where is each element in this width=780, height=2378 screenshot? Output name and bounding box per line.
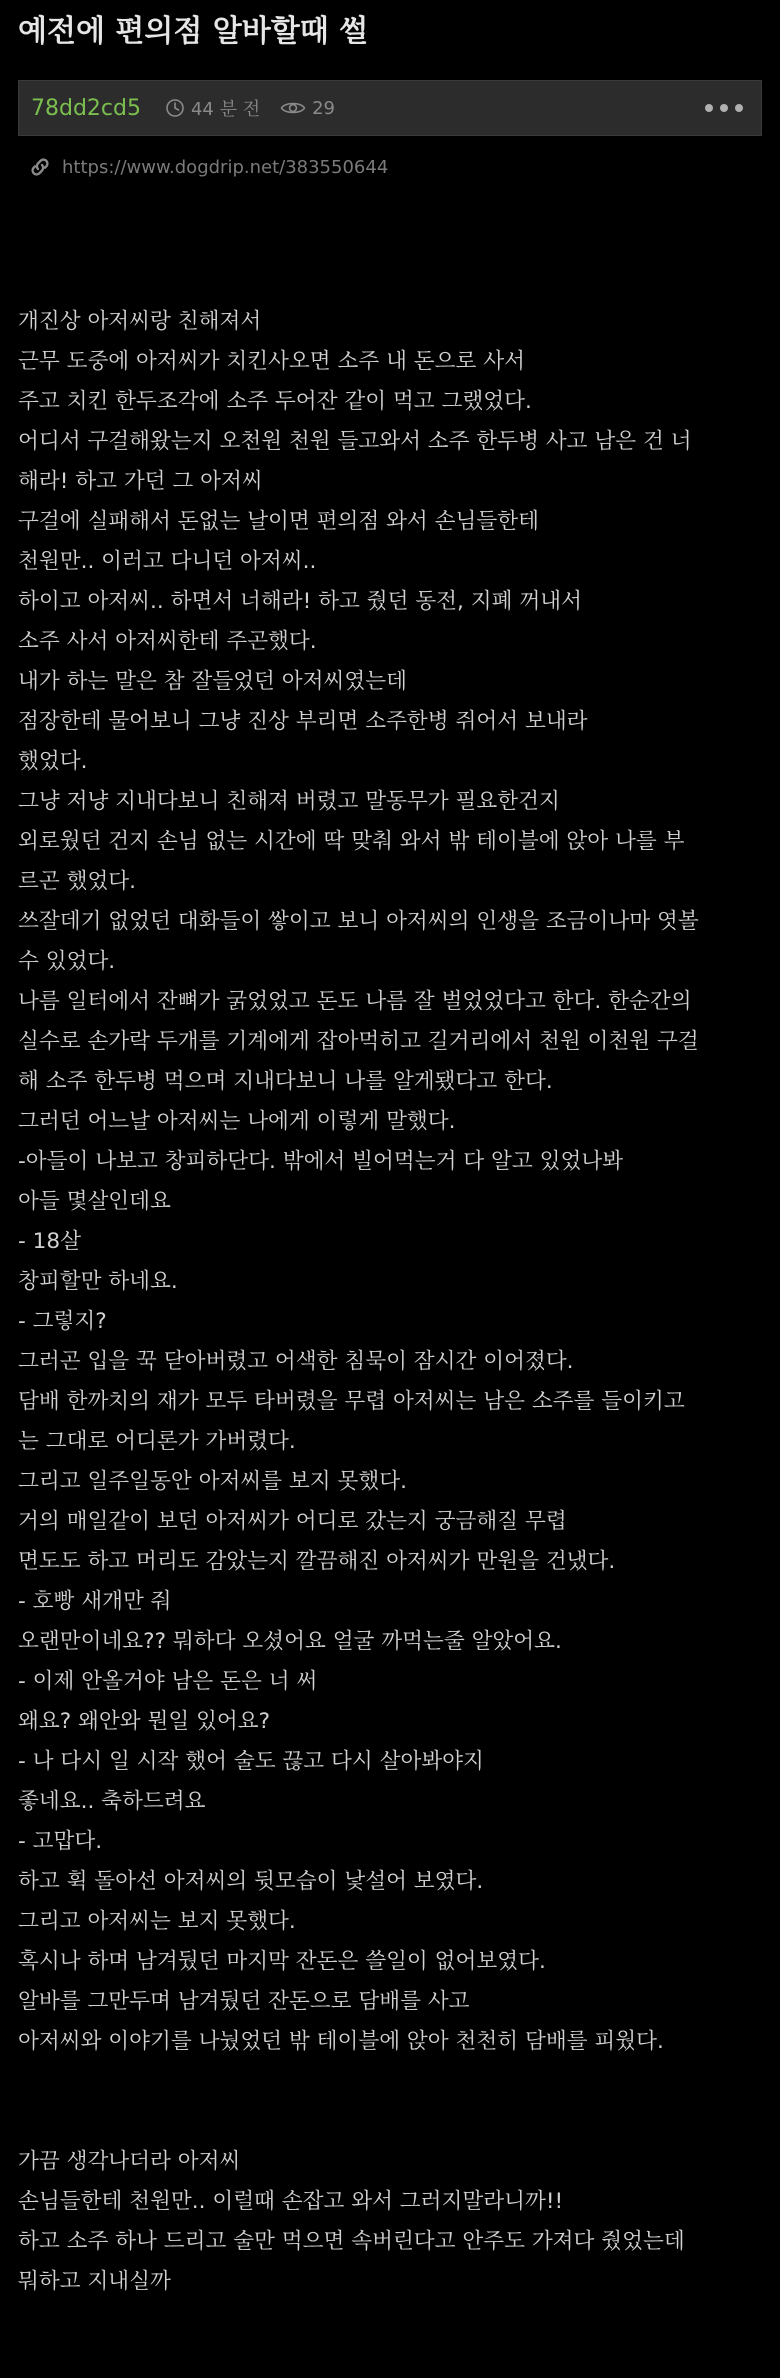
content-line: 수 있었다. [18,949,116,974]
content-line: 나름 일터에서 잔뼈가 굵었었고 돈도 나름 잘 벌었었다고 한다. 한순간의 [18,989,692,1014]
post-url-text[interactable]: https://www.dogdrip.net/383550644 [62,156,389,178]
content-line: 점장한테 물어보니 그냥 진상 부리면 소주한병 쥐어서 보내라 [18,709,588,734]
content-line: 했었다. [18,749,88,774]
content-line: 그러곤 입을 꾹 닫아버렸고 어색한 침묵이 잠시간 이어졌다. [18,1349,574,1374]
view-count [280,98,335,119]
content-line: 하고 휙 돌아선 아저씨의 뒷모습이 낯설어 보였다. [18,1869,484,1894]
content-line: - 나 다시 일 시작 했어 술도 끊고 다시 살아봐야지 [18,1749,484,1774]
clock-icon [165,98,185,118]
content-line: - 18살 [18,1229,81,1254]
content-line: 그리고 일주일동안 아저씨를 보지 못했다. [18,1469,407,1494]
post-title: 예전에 편의점 알바할때 썰 [18,14,369,49]
content-line: 아들 몇살인데요 [18,1189,171,1214]
content-line: 근무 도중에 아저씨가 치킨사오면 소주 내 돈으로 사서 [18,349,525,374]
content-line: 어디서 구걸해왔는지 오천원 천원 들고와서 소주 한두병 사고 남은 건 너 [18,429,692,454]
link-icon [28,155,52,179]
paragraph-gap [18,2062,762,2142]
content-line: - 그렇지? [18,1309,107,1334]
post-meta-bar [18,80,762,136]
content-line: 혹시나 하며 남겨뒀던 마지막 잔돈은 쓸일이 없어보였다. [18,1949,546,1974]
post-url[interactable] [28,150,388,184]
content-line: 는 그대로 어디론가 가버렸다. [18,1429,296,1454]
content-line: 그러던 어느날 아저씨는 나에게 이렇게 말했다. [18,1109,456,1134]
content-line: 주고 치킨 한두조각에 소주 두어잔 같이 먹고 그랬었다. [18,389,532,414]
content-line: 손님들한테 천원만.. 이럴때 손잡고 와서 그러지말라니까!! [18,2189,564,2214]
content-line: 하고 소주 하나 드리고 술만 먹으면 속버린다고 안주도 가져다 줬었는데 [18,2229,685,2254]
content-line: 아저씨와 이야기를 나눴었던 밖 테이블에 앉아 천천히 담배를 피웠다. [18,2029,664,2054]
content-line: 창피할만 하네요. [18,1269,178,1294]
content-line: -아들이 나보고 창피하단다. 밖에서 빌어먹는거 다 알고 있었나봐 [18,1149,624,1174]
content-line: 오랜만이네요?? 뭐하다 오셨어요 얼굴 까먹는줄 알았어요. [18,1629,562,1654]
author-name[interactable]: 78dd2cd5 [31,95,141,121]
content-line: 그리고 아저씨는 보지 못했다. [18,1909,296,1934]
content-line: 쓰잘데기 없었던 대화들이 쌓이고 보니 아저씨의 인생을 조금이나마 엿볼 [18,909,699,934]
content-line: 소주 사서 아저씨한테 주곤했다. [18,629,317,654]
content-line: 내가 하는 말은 참 잘들었던 아저씨였는데 [18,669,407,694]
content-line: - 고맙다. [18,1829,103,1854]
content-line: 담배 한까치의 재가 모두 타버렸을 무렵 아저씨는 남은 소주를 들이키고 [18,1389,685,1414]
post-body-part1 [18,302,762,2062]
content-line: - 호빵 새개만 줘 [18,1589,172,1614]
content-line: 알바를 그만두며 남겨뒀던 잔돈으로 담배를 사고 [18,1989,470,2014]
content-line: 개진상 아저씨랑 친해져서 [18,309,262,334]
post-time-text: 44 분 전 [190,99,261,120]
content-line: 실수로 손가락 두개를 기계에게 잡아먹히고 길거리에서 천원 이천원 구걸 [18,1029,699,1054]
content-line: - 이제 안올거야 남은 돈은 너 써 [18,1669,318,1694]
content-line: 그냥 저냥 지내다보니 친해져 버렸고 말동무가 필요한건지 [18,789,560,814]
content-line: 해라! 하고 가던 그 아저씨 [18,469,263,494]
content-line: 거의 매일같이 보던 아저씨가 어디로 갔는지 궁금해질 무렵 [18,1509,567,1534]
post-body-part2 [18,2142,762,2302]
content-line: 뭐하고 지내실까 [18,2269,171,2294]
post-time [165,95,260,121]
content-line: 가끔 생각나더라 아저씨 [18,2149,241,2174]
more-dots-icon[interactable] [705,98,743,118]
view-count-text: 29 [312,97,336,119]
content-line: 외로웠던 건지 손님 없는 시간에 딱 맞춰 와서 밖 테이블에 앉아 나를 부 [18,829,685,854]
content-line: 면도도 하고 머리도 감았는지 깔끔해진 아저씨가 만원을 건냈다. [18,1549,616,1574]
eye-icon [280,99,306,117]
content-line: 구걸에 실패해서 돈없는 날이면 편의점 와서 손님들한테 [18,509,539,534]
content-line: 해 소주 한두병 먹으며 지내다보니 나를 알게됐다고 한다. [18,1069,553,1094]
content-line: 왜요? 왜안와 뭔일 있어요? [18,1709,271,1734]
content-line: 좋네요.. 축하드려요 [18,1789,206,1814]
content-line: 하이고 아저씨.. 하면서 너해라! 하고 줬던 동전, 지폐 꺼내서 [18,589,582,614]
post-content [18,302,762,2302]
content-line: 르곤 했었다. [18,869,137,894]
content-line: 천원만.. 이러고 다니던 아저씨.. [18,549,317,574]
